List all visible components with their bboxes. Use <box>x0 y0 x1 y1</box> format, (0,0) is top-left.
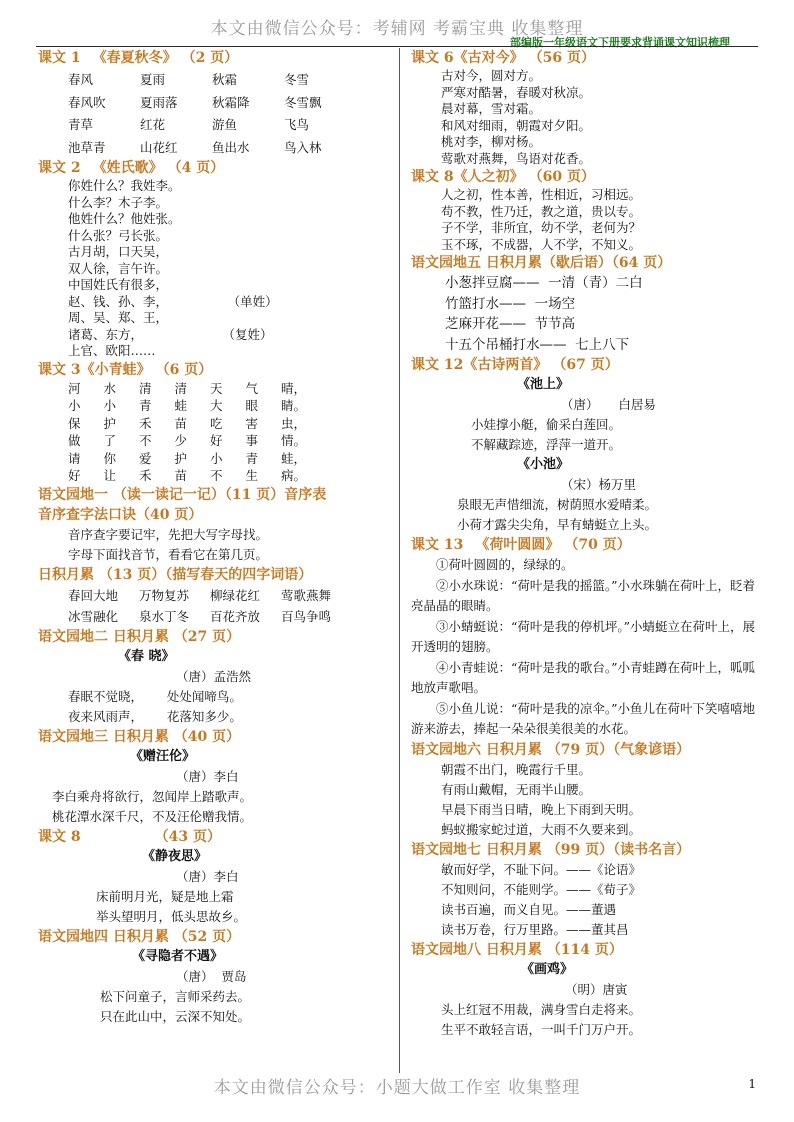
text-line: 芝麻开花—— 节节高 <box>445 316 576 332</box>
poem-author: （唐） 白居易 <box>561 397 656 412</box>
unit-7-heading: 语文园地七 日积月累 （99 页）（读书名言） <box>411 841 691 858</box>
text-line: 周、吴、郑、王， <box>68 310 169 325</box>
text-line: 严寒对酷暑，春暖对秋凉。 <box>441 84 592 100</box>
char: 蛙， <box>281 450 307 466</box>
char: 保 <box>68 415 81 431</box>
text-line: 晨对幕，雪对霜。 <box>441 101 542 116</box>
text-line: 苟不教，性乃迁，教之道，贵以专。 <box>441 203 642 219</box>
paragraph: ③小蜻蜓说：“荷叶是我的停机坪。”小蜻蜓立在荷叶上，展开透明的翅膀。 <box>411 618 756 654</box>
text-line: 古月胡，口天吴， <box>68 244 169 259</box>
lesson-number: 课文 1 <box>38 50 81 66</box>
text-line: 读书百遍，而义自见。——董遇 <box>441 901 617 917</box>
lesson-8-renzhichu-heading <box>411 167 761 187</box>
word-row <box>68 91 394 114</box>
page-ref: （2 页） <box>188 50 239 66</box>
char: 少 <box>174 433 188 448</box>
page-ref: （60 页） <box>535 169 595 185</box>
poem-row <box>68 450 394 468</box>
text-line: 诸葛、东方， （复姓） <box>68 326 273 342</box>
word: 青草 <box>68 117 94 132</box>
char: 好 <box>68 468 81 483</box>
poem-title: 《画鸡》 <box>521 961 574 977</box>
poem-line: 桃花潭水深千尺，不及汪伦赠我情。 <box>52 808 253 824</box>
paragraph: ②小水珠说：“荷叶是我的摇篮。”小水珠躺在荷叶上，眨着亮晶晶的眼睛。 <box>411 577 756 613</box>
text-line: 你姓什么？我姓李。 <box>68 178 181 193</box>
lesson-title: 课文 3《小青蛙》 <box>38 361 151 378</box>
poem-body <box>38 887 394 927</box>
poem-author: （唐）孟浩然 <box>176 668 252 684</box>
poem-body <box>38 687 394 727</box>
word: 冬雪 <box>284 72 310 87</box>
text-line: 他姓什么？他姓张。 <box>68 211 181 226</box>
spring-words-grid <box>38 585 394 627</box>
lesson-8-text <box>411 187 761 253</box>
poem-line: 夜来风雨声， 花落知多少。 <box>68 708 242 724</box>
char: 青 <box>139 398 152 413</box>
lesson-12-heading <box>411 355 761 375</box>
unit-4-heading: 语文园地四 日积月累 （52 页） <box>38 928 241 945</box>
word: 冰雪融化 <box>68 608 119 624</box>
char: 蛙 <box>174 398 188 413</box>
char: 护 <box>103 415 117 431</box>
char: 天 <box>210 380 223 396</box>
lesson-title: 课文 6《古对今》 <box>411 50 524 66</box>
text-line: 蚂蚁搬家蛇过道，大雨不久要来到。 <box>441 821 642 837</box>
text-line: 桃对李，柳对杨。 <box>441 134 542 149</box>
lesson-title: 《姓氏歌》 <box>92 160 163 176</box>
word: 春回大地 <box>68 587 119 603</box>
char: 事 <box>245 433 259 448</box>
lesson-title: 《荷叶圆圆》 <box>475 537 560 553</box>
char: 睛。 <box>281 398 307 413</box>
text-line: 子不学，非所宜，幼不学，老何为？ <box>441 220 642 235</box>
char: 情。 <box>281 433 307 448</box>
char: 生 <box>245 468 259 483</box>
char: 不 <box>139 433 152 448</box>
poem-line: 床前明月光，疑是地上霜 <box>96 888 234 904</box>
lesson-13-heading <box>411 535 761 555</box>
poem-line: 泉眼无声惜细流，树荫照水爱晴柔。 <box>457 497 658 512</box>
poem-line: 小荷才露尖尖角，早有蜻蜓立上头。 <box>457 517 658 532</box>
word: 泉水丁冬 <box>139 608 190 624</box>
text-line: 不知则问，不能则学。——《荀子》 <box>441 881 642 897</box>
poem-title: 《春 晓》 <box>118 648 175 664</box>
char: 禾 <box>139 468 152 483</box>
char: 你 <box>103 450 117 466</box>
poem-title: 《池上》 <box>517 377 570 392</box>
lesson-1-word-grid <box>38 68 394 158</box>
char: 眼 <box>245 398 259 413</box>
word: 万物复苏 <box>139 587 190 603</box>
char: 吃 <box>210 415 223 431</box>
unit-6-heading: 语文园地六 日积月累 （79 页）（气象谚语） <box>411 741 691 758</box>
poem-row <box>68 467 394 485</box>
lesson-1-heading <box>38 48 394 68</box>
lesson-title: 《春夏秋冬》 <box>92 50 177 66</box>
page-number: 1 <box>748 1077 756 1091</box>
poem-body <box>411 415 761 455</box>
lesson-title: 课文 12《古诗两首》 <box>411 357 548 373</box>
char: 让 <box>103 468 117 483</box>
poem-line: 生平不敢轻言语，一叫千门万户开。 <box>441 1021 642 1037</box>
char: 苗 <box>174 415 188 431</box>
document-subtitle: 部编版一年级语文下册要求背诵课文知识梳理 <box>510 36 730 49</box>
text-line: 和风对细雨，朝霞对夕阳。 <box>441 117 592 133</box>
word: 百鸟争鸣 <box>281 608 332 624</box>
poem-author: （唐）李白 <box>176 868 239 884</box>
word: 鸟入林 <box>284 139 322 155</box>
poem-row <box>68 397 394 415</box>
spring-words-heading: 日积月累 （13 页）（描写春天的四字词语） <box>38 566 313 583</box>
alphabet-lookup-heading: 音序查字法口诀（40 页） <box>38 506 203 523</box>
poem-line: 头上红冠不用裁，满身雪白走将来。 <box>441 1001 642 1017</box>
lesson-6-heading <box>411 48 761 68</box>
poem-row <box>68 415 394 433</box>
word-row <box>68 606 394 627</box>
lesson-number: 课文 2 <box>38 160 81 176</box>
word: 百花齐放 <box>210 608 261 624</box>
word: 飞鸟 <box>284 117 310 132</box>
poem-title: 《赠汪伦》 <box>130 748 196 764</box>
lesson-13-text <box>411 555 761 740</box>
text-line: 小葱拌豆腐—— 一清（青）二白 <box>445 275 643 291</box>
text-line: 朝霞不出门，晚霞行千里。 <box>441 761 592 777</box>
word-row <box>68 585 394 606</box>
text-line: 莺歌对燕舞，鸟语对花香。 <box>441 150 592 166</box>
char: 小 <box>68 398 81 413</box>
text-line: 读书万卷，行万里路。——董其昌 <box>441 921 629 937</box>
word: 冬雪飘 <box>284 94 322 110</box>
word: 春风 <box>68 72 94 87</box>
lesson-number: 课文 13 <box>411 537 464 553</box>
xiehouyu-list <box>411 273 761 355</box>
word: 山花红 <box>140 139 178 155</box>
poem-line: 不解藏踪迹，浮萍一道开。 <box>471 437 622 452</box>
text-line: 赵、钱、孙、李， （单姓） <box>68 293 278 309</box>
text-line: 玉不琢，不成器，人不学，不知义。 <box>441 236 642 252</box>
lesson-2-text <box>38 178 394 360</box>
word: 秋霜降 <box>212 94 250 110</box>
lesson-number: 课文 8 <box>38 828 81 845</box>
word: 莺歌燕舞 <box>281 587 332 603</box>
char: 请 <box>68 450 81 466</box>
char: 护 <box>174 450 188 466</box>
paragraph: ①荷叶圆圆的，绿绿的。 <box>436 557 574 572</box>
text-line: 十五个吊桶打水—— 七上八下 <box>445 336 630 353</box>
unit-5-heading: 语文园地五 日积月累（歇后语）（64 页） <box>411 255 672 271</box>
char: 小 <box>210 450 223 466</box>
page-ref: （43 页） <box>154 828 221 845</box>
right-column <box>411 48 761 1040</box>
poem-author: （宋）杨万里 <box>561 477 637 492</box>
word: 秋霜 <box>212 72 238 87</box>
poem-body <box>38 987 394 1027</box>
lesson-6-text <box>411 68 761 167</box>
unit-2-heading: 语文园地二 日积月累 （27 页） <box>38 628 241 645</box>
char: 爱 <box>139 450 152 466</box>
header-rule <box>36 46 758 47</box>
poem-line: 小娃撑小艇，偷采白莲回。 <box>471 417 622 432</box>
text-line: 什么张？弓长张。 <box>68 227 169 243</box>
char: 苗 <box>174 468 188 483</box>
poem-row <box>68 380 394 398</box>
word: 游鱼 <box>212 117 238 132</box>
char: 河 <box>68 380 81 396</box>
word: 池草青 <box>68 139 106 155</box>
text-line: 上官、欧阳…… <box>68 343 156 358</box>
char: 晴， <box>281 380 307 396</box>
poem-body <box>411 1000 761 1040</box>
char: 了 <box>103 433 117 448</box>
lesson-8-heading <box>38 827 394 847</box>
poem-title: 《静夜思》 <box>142 848 208 864</box>
text-line: 什么李？木子李。 <box>68 194 169 210</box>
unit-1-heading: 语文园地一 （读一读记一记）（11 页）音序表 <box>38 486 327 503</box>
poem-line: 春眠不觉晓， 处处闻啼鸟。 <box>68 688 242 704</box>
char: 虫， <box>281 415 307 431</box>
lesson-3-poem-grid <box>38 380 394 485</box>
poem-title: 《小池》 <box>517 457 570 472</box>
word: 红花 <box>140 117 166 132</box>
alphabet-lookup-text <box>38 525 394 565</box>
weather-proverbs <box>411 760 761 840</box>
text-line: 中国姓氏有很多， <box>68 277 169 292</box>
poem-title: 《寻隐者不遇》 <box>132 948 224 964</box>
left-column <box>38 48 394 1027</box>
poem-author: （明）唐寅 <box>565 981 628 997</box>
poem-body <box>38 787 394 827</box>
paragraph: ⑤小鱼儿说：“荷叶是我的凉伞。”小鱼儿在荷叶下笑嘻嘻地游来游去，捧起一朵朵很美很美的水花。 <box>411 700 756 736</box>
page-ref: （70 页） <box>571 537 631 553</box>
text-line: 音序查字要记牢，先把大写字母找。 <box>68 526 269 542</box>
poem-line: 举头望明月，低头思故乡。 <box>96 908 247 924</box>
lesson-3-heading <box>38 360 394 380</box>
char: 病。 <box>281 468 307 483</box>
char: 水 <box>103 380 117 396</box>
char: 清 <box>139 380 152 396</box>
char: 做 <box>68 433 81 448</box>
lesson-2-heading <box>38 158 394 178</box>
char: 清 <box>174 380 188 396</box>
page-ref: （6 页） <box>162 361 213 378</box>
char: 青 <box>245 450 259 466</box>
char: 禾 <box>139 415 152 431</box>
poem-line: 李白乘舟将欲行，忽闻岸上踏歌声。 <box>52 788 253 804</box>
watermark-bottom: 本文由微信公众号：小题大做工作室 收集整理 <box>213 1078 581 1098</box>
poem-row <box>68 432 394 450</box>
word: 鱼出水 <box>212 139 250 155</box>
lesson-title: 课文 8《人之初》 <box>411 169 524 185</box>
char: 害 <box>245 415 259 431</box>
text-line: 双人徐，言午许。 <box>68 260 169 276</box>
paragraph: ④小青蛙说：“荷叶是我的歌台。”小青蛙蹲在荷叶上，呱呱地放声歌唱。 <box>411 659 756 695</box>
word: 柳绿花红 <box>210 587 261 603</box>
poem-author: （唐）李白 <box>176 768 239 784</box>
poem-line: 松下问童子，言师采药去。 <box>100 988 251 1004</box>
word: 夏雨 <box>140 72 166 87</box>
word: 夏雨落 <box>140 94 178 110</box>
text-line: 敏而好学，不耻下问。——《论语》 <box>441 861 642 877</box>
char: 不 <box>210 468 223 483</box>
text-line: 早晨下雨当日晴，晚上下雨到天明。 <box>441 801 642 817</box>
text-line: 竹篮打水—— 一场空 <box>445 295 576 312</box>
page-ref: （56 页） <box>535 50 595 66</box>
poem-author: （唐） 贾岛 <box>176 968 247 984</box>
poem-body <box>411 495 761 535</box>
word-row <box>68 136 394 159</box>
page-ref: （4 页） <box>174 160 225 176</box>
word-row <box>68 113 394 136</box>
word-row <box>68 68 394 91</box>
text-line: 有雨山戴帽，无雨半山腰。 <box>441 781 592 797</box>
char: 好 <box>210 433 223 448</box>
char: 气 <box>245 380 259 396</box>
page-ref: （67 页） <box>559 357 619 373</box>
char: 大 <box>210 398 223 413</box>
watermark-top: 本文由微信公众号：考辅网 考霸宝典 收集整理 <box>210 19 584 39</box>
char: 小 <box>103 398 117 413</box>
unit-8-heading: 语文园地八 日积月累 （114 页） <box>411 941 623 958</box>
column-divider <box>399 48 400 1073</box>
text-line: 人之初，性本善，性相近，习相远。 <box>441 187 642 202</box>
reading-quotes <box>411 860 761 940</box>
text-line: 古对今，圆对方。 <box>441 68 542 83</box>
text-line: 字母下面找音节，看看它在第几页。 <box>68 546 269 562</box>
unit-3-heading: 语文园地三 日积月累 （40 页） <box>38 728 241 745</box>
poem-line: 只在此山中，云深不知处。 <box>100 1008 251 1024</box>
word: 春风吹 <box>68 94 106 110</box>
